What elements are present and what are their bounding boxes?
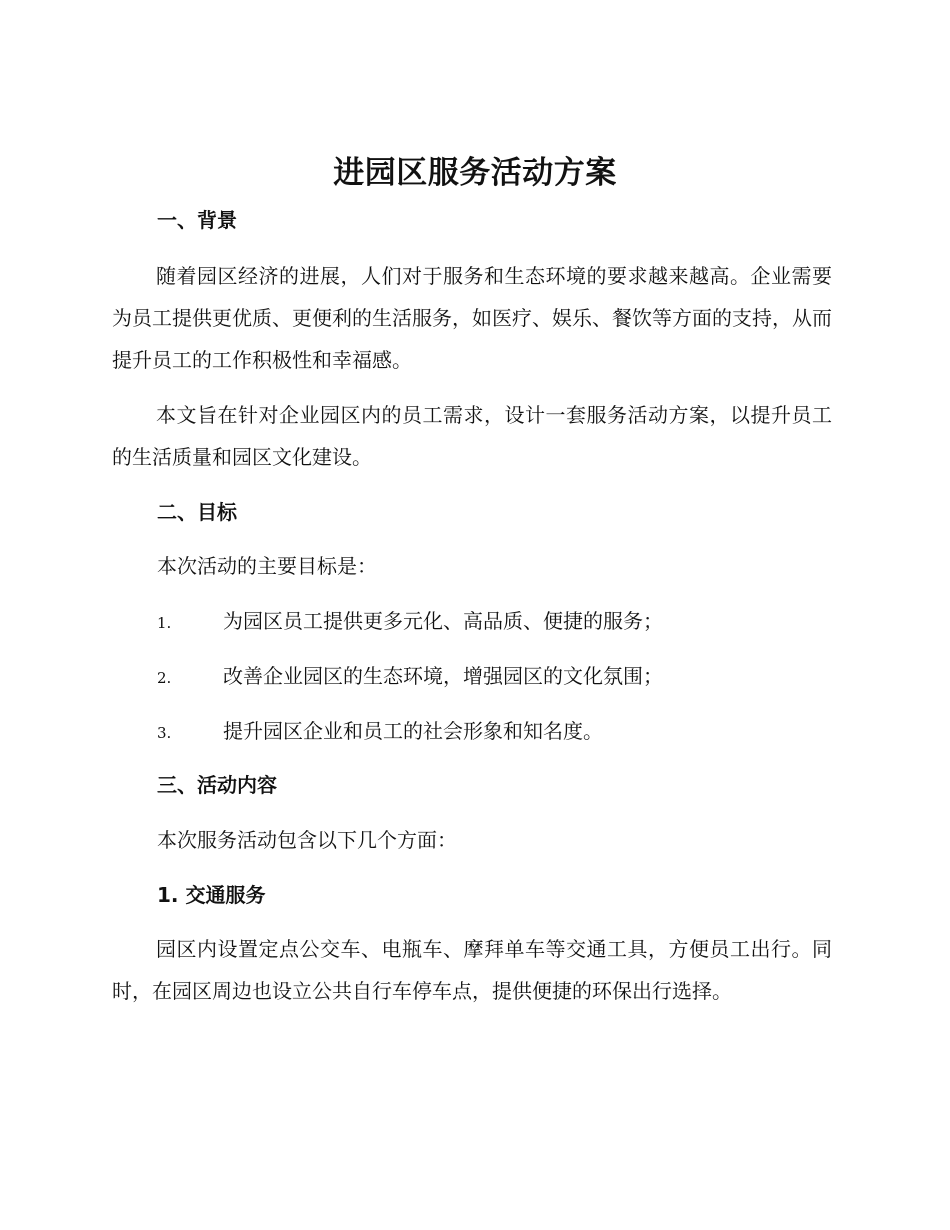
- list-item: [157, 716, 857, 746]
- section-heading-activities: 三、活动内容: [157, 773, 277, 797]
- document-title: 进园区服务活动方案: [333, 155, 617, 191]
- list-item-text: 提升园区企业和员工的社会形象和知名度。: [223, 719, 603, 743]
- list-item-number: 1.: [157, 614, 172, 632]
- subsection-heading-transport: 1. 交通服务: [157, 883, 266, 907]
- goals-intro: 本次活动的主要目标是：: [157, 554, 377, 578]
- background-paragraph-2: 本文旨在针对企业园区内的员工需求，设计一套服务活动方案，以提升员工的生活质量和园区文化建设。: [112, 403, 832, 469]
- list-item-text: 改善企业园区的生态环境，增强园区的文化氛围；: [223, 664, 663, 688]
- background-paragraph-1: 随着园区经济的进展，人们对于服务和生态环境的要求越来越高。企业需要为员工提供更优质、更便利的生活服务，如医疗、娱乐、餐饮等方面的支持，从而提升员工的工作积极性和幸福感。: [112, 264, 832, 372]
- list-item: [157, 661, 857, 691]
- transport-paragraph: 园区内设置定点公交车、电瓶车、摩拜单车等交通工具，方便员工出行。同时，在园区周边也设立公共自行车停车点，提供便捷的环保出行选择。: [112, 937, 832, 1003]
- list-item-number: 3.: [157, 724, 172, 742]
- section-heading-goals: 二、目标: [157, 500, 237, 524]
- list-item: [157, 606, 857, 636]
- list-item-number: 2.: [157, 669, 172, 687]
- list-item-text: 为园区员工提供更多元化、高品质、便捷的服务；: [223, 609, 663, 633]
- activities-intro: 本次服务活动包含以下几个方面：: [157, 828, 457, 852]
- section-heading-background: 一、背景: [157, 208, 237, 232]
